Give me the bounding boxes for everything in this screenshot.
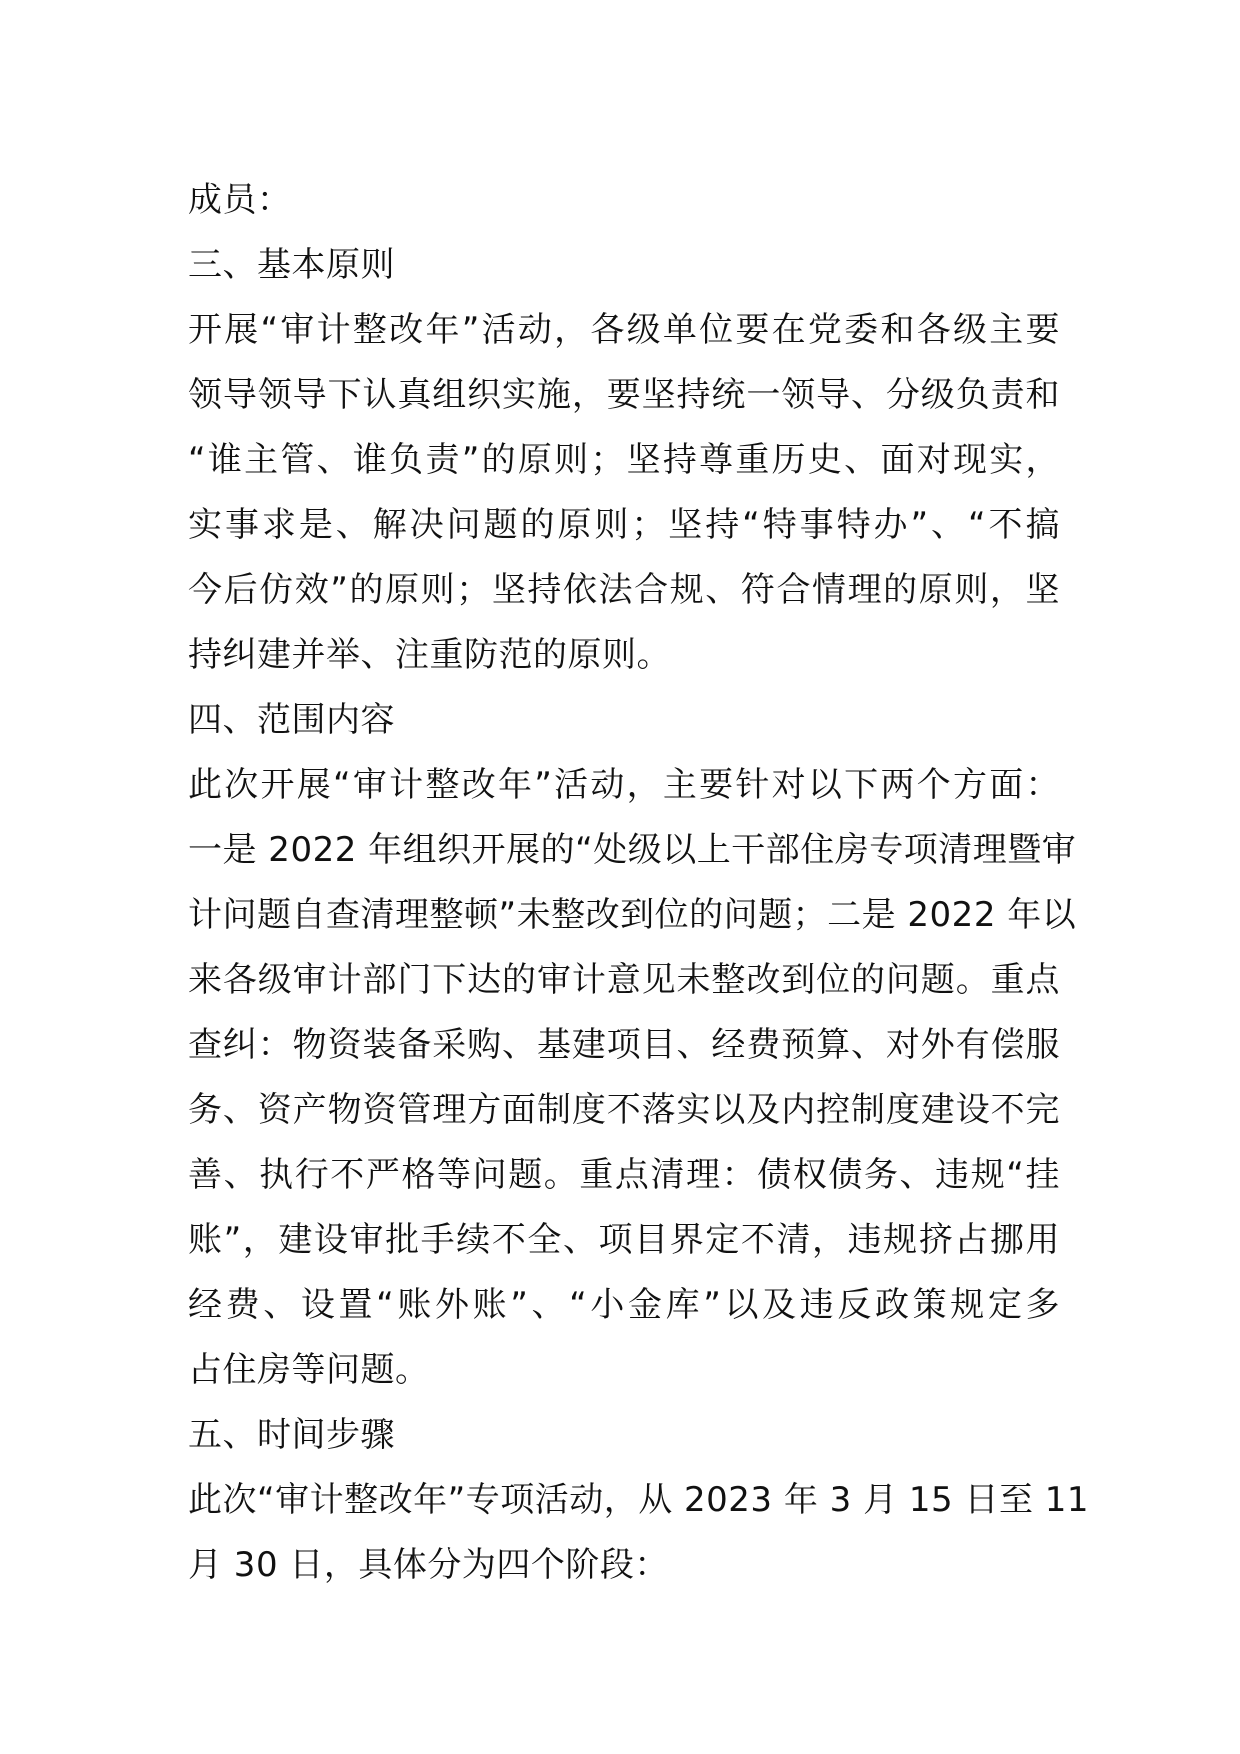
body-line: 实事求是、解决问题的原则；坚持“特事特办”、“不搞 [188,505,1060,545]
body-line: 开展“审计整改年”活动，各级单位要在党委和各级主要 [188,310,1060,350]
document-body [188,168,1090,1598]
body-line: 来各级审计部门下达的审计意见未整改到位的问题。重点 [188,960,1060,1000]
section-heading-scope: 四、范围内容 [188,700,395,740]
body-line: 查纠：物资装备采购、基建项目、经费预算、对外有偿服 [188,1025,1060,1065]
body-line: 今后仿效”的原则；坚持依法合规、符合情理的原则，坚 [188,570,1060,610]
body-line-members: 成员： [188,180,292,220]
body-line: 账”，建设审批手续不全、项目界定不清，违规挤占挪用 [188,1220,1060,1260]
section-heading-basic-principles: 三、基本原则 [188,245,395,285]
body-line: 计问题自查清理整顿”未整改到位的问题；二是 2022 年以 [188,895,1077,935]
body-line: 此次开展“审计整改年”活动，主要针对以下两个方面： [188,765,1060,805]
body-line: 领导领导下认真组织实施，要坚持统一领导、分级负责和 [188,375,1060,415]
body-line: 持纠建并举、注重防范的原则。 [188,635,671,675]
body-line: “谁主管、谁负责”的原则；坚持尊重历史、面对现实， [188,440,1060,480]
body-line: 务、资产物资管理方面制度不落实以及内控制度建设不完 [188,1090,1060,1130]
section-heading-timeline: 五、时间步骤 [188,1415,395,1455]
body-line: 一是 2022 年组织开展的“处级以上干部住房专项清理暨审 [188,830,1077,870]
body-line: 善、执行不严格等问题。重点清理：债权债务、违规“挂 [188,1155,1060,1195]
body-line: 此次“审计整改年”专项活动，从 2023 年 3 月 15 日至 11 [188,1480,1090,1520]
body-line: 月 30 日，具体分为四个阶段： [188,1545,669,1585]
body-line: 占住房等问题。 [188,1350,430,1390]
body-line: 经费、设置“账外账”、“小金库”以及违反政策规定多 [188,1285,1060,1325]
